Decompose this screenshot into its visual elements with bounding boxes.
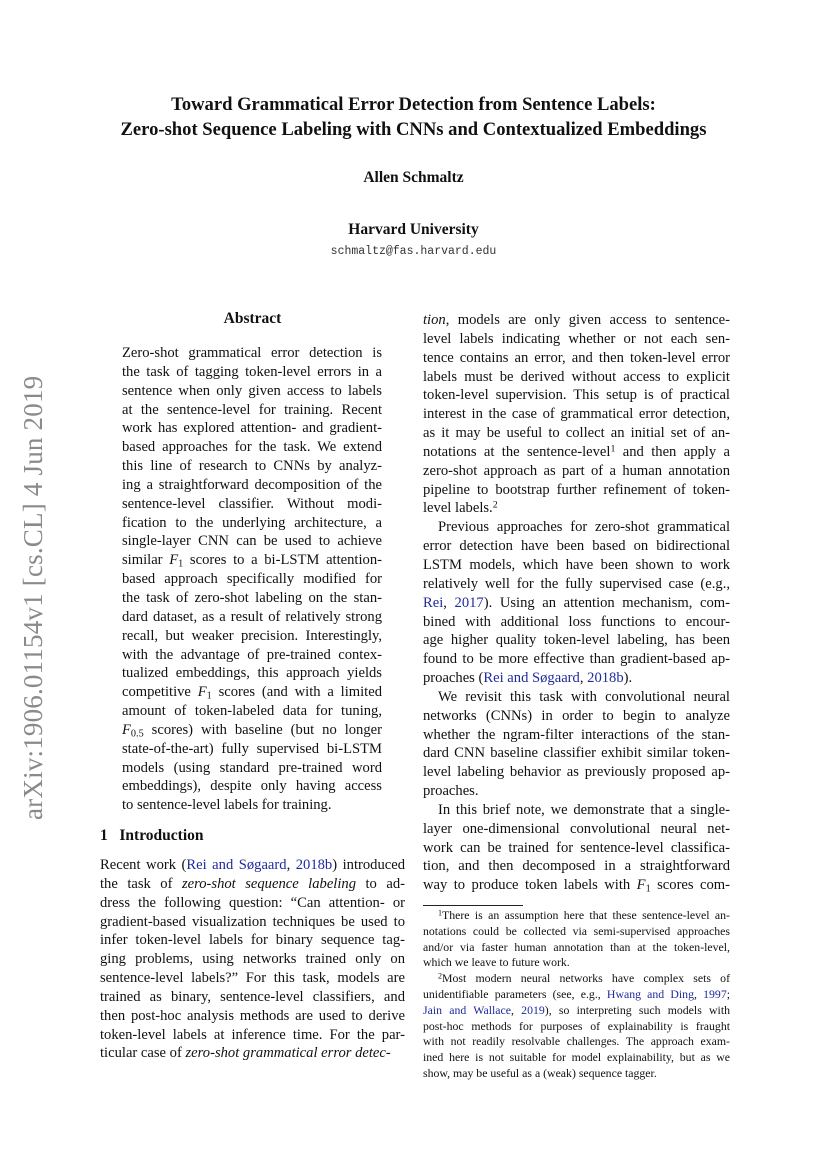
text-line bbox=[423, 368, 730, 387]
text-segment: pipeline to bootstrap further refinement of token- bbox=[423, 481, 730, 498]
text-segment: to sentence-level labels for training. bbox=[122, 797, 332, 814]
text-line bbox=[100, 913, 405, 932]
text-segment: ticular case of bbox=[100, 1045, 186, 1062]
text-line bbox=[423, 924, 730, 940]
text-segment: scores com- bbox=[650, 877, 730, 894]
footnote-rule bbox=[423, 905, 523, 906]
text-line bbox=[122, 683, 382, 702]
text-segment: ging problems, using networks trained only on bbox=[100, 951, 405, 968]
text-segment: notations could be collected via semi-supervised approaches bbox=[423, 923, 730, 938]
text-line bbox=[122, 419, 382, 438]
text-segment: sentence when only given access to labels bbox=[122, 382, 382, 399]
text-segment: scores to a bi-LSTM attention- bbox=[183, 552, 382, 569]
citation-link[interactable]: 2018b bbox=[295, 857, 333, 873]
emphasis-text: F bbox=[122, 721, 131, 738]
footnote-marker[interactable]: 1 bbox=[438, 908, 443, 918]
text-line bbox=[122, 532, 382, 551]
arxiv-stamp: arXiv:1906.01154v1 [cs.CL] 4 Jun 2019 bbox=[18, 375, 48, 820]
citation-link[interactable]: 2017 bbox=[454, 594, 484, 611]
text-segment: with not readily resolvable challenges. The approach exam- bbox=[423, 1034, 730, 1049]
text-segment: token-level supervision. This setup is of practical bbox=[423, 387, 730, 404]
text-segment: fication to the underlying architecture, a bbox=[122, 514, 382, 531]
text-segment: bined with additional loss functions to encour- bbox=[423, 613, 730, 630]
text-segment: relatively well for the fully supervised case (e.g., bbox=[423, 575, 730, 592]
text-segment: , bbox=[286, 857, 296, 873]
text-segment: whether the ngram-filter interactions of the stan- bbox=[423, 726, 730, 743]
text-line bbox=[100, 894, 405, 913]
emphasis-text: F bbox=[636, 877, 646, 894]
text-line bbox=[100, 1044, 405, 1063]
text-line bbox=[423, 499, 730, 518]
emphasis-text: zero-shot sequence labeling bbox=[181, 875, 357, 892]
text-segment: tion, and then decomposed in a straightforward bbox=[423, 858, 730, 875]
text-line bbox=[423, 857, 730, 876]
text-line bbox=[122, 551, 382, 570]
author-email: schmaltz@fas.harvard.edu bbox=[330, 245, 497, 258]
text-line bbox=[423, 987, 730, 1003]
text-segment: proaches. bbox=[423, 783, 479, 800]
text-line bbox=[100, 1026, 405, 1045]
subscript: 0.5 bbox=[130, 728, 144, 740]
paper-title-line-1: Toward Grammatical Error Detection from Sentence Labels: bbox=[171, 94, 656, 115]
text-line bbox=[423, 908, 730, 924]
text-segment: this line of research to CNNs by analyz- bbox=[122, 458, 382, 475]
citation-link[interactable]: Jain and Wallace bbox=[423, 1002, 511, 1017]
text-segment: sentence-level labels?” For this task, models are bbox=[100, 970, 405, 987]
text-line bbox=[423, 330, 730, 349]
footnote-marker[interactable]: 2 bbox=[492, 499, 498, 511]
text-segment: scores (and with a limited bbox=[211, 684, 382, 701]
text-line bbox=[100, 950, 405, 969]
section-title: Introduction bbox=[119, 827, 204, 844]
text-segment: based approaches for the task. We extend bbox=[122, 439, 382, 456]
text-line bbox=[423, 613, 730, 632]
text-segment: , bbox=[443, 594, 455, 611]
text-segment: , bbox=[510, 1002, 522, 1017]
text-segment: , bbox=[579, 670, 588, 687]
text-segment: error detection have been based on bidirectional bbox=[423, 538, 730, 555]
text-segment: ) introduced bbox=[332, 857, 405, 873]
text-segment: level labels. bbox=[423, 500, 493, 517]
introduction-body bbox=[100, 856, 405, 1063]
text-line bbox=[423, 1066, 730, 1082]
text-segment: with the advantage of pre-trained contex- bbox=[122, 646, 382, 663]
text-line bbox=[100, 856, 405, 875]
text-line bbox=[100, 875, 405, 894]
text-line bbox=[100, 931, 405, 950]
text-segment: layer one-dimensional convolutional neural net- bbox=[423, 820, 730, 837]
text-line bbox=[423, 955, 730, 971]
text-line bbox=[122, 664, 382, 683]
citation-link[interactable]: 2019 bbox=[521, 1002, 545, 1017]
text-segment: sentence-level classifier. Without modi- bbox=[122, 495, 382, 512]
text-line bbox=[423, 707, 730, 726]
text-segment: state-of-the-art) fully supervised bi-LSTM bbox=[122, 740, 382, 757]
text-segment: models (using standard pre-trained word bbox=[122, 759, 382, 776]
citation-link[interactable]: Rei bbox=[423, 594, 444, 611]
abstract-body bbox=[122, 344, 382, 815]
text-segment: infer token-level labels for binary sequence tag- bbox=[100, 932, 405, 949]
text-segment: labels must be derived without access to explicit bbox=[423, 368, 730, 385]
text-segment: dard dataset, as a result of relatively strong bbox=[122, 608, 382, 625]
text-line bbox=[423, 726, 730, 745]
text-segment: , bbox=[693, 986, 704, 1001]
text-segment: tence contains an error, and then token-level error bbox=[423, 349, 730, 366]
text-line bbox=[122, 401, 382, 420]
text-line bbox=[122, 476, 382, 495]
text-line bbox=[122, 589, 382, 608]
text-segment: amount of token-labeled data for tuning, bbox=[122, 703, 382, 720]
text-line bbox=[423, 594, 730, 613]
text-segment: the task of tagging token-level errors in a bbox=[122, 363, 382, 380]
text-segment: We revisit this task with convolutional neural bbox=[438, 688, 730, 705]
text-line bbox=[423, 537, 730, 556]
text-line bbox=[100, 969, 405, 988]
text-line bbox=[423, 349, 730, 368]
footnote-marker[interactable]: 2 bbox=[438, 971, 443, 981]
text-segment: level labeling behavior as previously proposed ap- bbox=[423, 764, 730, 781]
text-segment: , models are only given access to sentence- bbox=[445, 312, 730, 328]
text-line bbox=[122, 777, 382, 796]
text-line bbox=[423, 443, 730, 462]
text-line bbox=[423, 940, 730, 956]
text-segment: trained as binary, sentence-level classifiers, and bbox=[100, 988, 405, 1005]
citation-link[interactable]: Hwang and Ding bbox=[606, 986, 694, 1001]
text-segment: way to produce token labels with bbox=[423, 877, 637, 894]
text-line bbox=[122, 344, 382, 363]
text-segment: ing a straightforward decomposition of the bbox=[122, 476, 382, 493]
text-line bbox=[122, 721, 382, 740]
text-line bbox=[423, 556, 730, 575]
right-column-body bbox=[423, 311, 730, 895]
text-segment: proaches ( bbox=[423, 670, 484, 687]
affiliation: Harvard University bbox=[348, 221, 479, 238]
text-segment: token-level labels at inference time. For the par- bbox=[100, 1026, 405, 1043]
text-segment: which we leave to future work. bbox=[423, 955, 570, 970]
text-line bbox=[423, 876, 730, 895]
footnotes bbox=[423, 908, 730, 1082]
text-segment: Recent work ( bbox=[100, 857, 187, 873]
text-segment: ; bbox=[726, 986, 730, 1001]
citation-link[interactable]: Rei and Søgaard bbox=[186, 857, 287, 873]
text-line bbox=[423, 481, 730, 500]
text-segment: ), so interpreting such models with bbox=[544, 1002, 730, 1017]
text-line bbox=[122, 608, 382, 627]
text-segment: recall, but weaker precision. Interestingly, bbox=[122, 627, 382, 644]
text-segment: post-hoc methods for purposes of explainability is fraught bbox=[423, 1018, 730, 1033]
text-segment: at the sentence-level for training. Recent bbox=[122, 401, 382, 418]
text-line bbox=[100, 988, 405, 1007]
text-line bbox=[122, 740, 382, 759]
text-segment: as it may be useful to collect an initial set of an- bbox=[423, 425, 730, 442]
text-segment: zero-shot approach as part of a human annotation bbox=[423, 462, 730, 479]
text-line bbox=[423, 1050, 730, 1066]
text-segment: scores) with baseline (but no longer bbox=[143, 721, 382, 738]
text-line bbox=[423, 462, 730, 481]
text-segment: show, may be useful as a (weak) sequence tagger. bbox=[423, 1065, 657, 1080]
text-line bbox=[423, 1034, 730, 1050]
paper-title-line-2: Zero-shot Sequence Labeling with CNNs and Contextualized Embeddings bbox=[120, 119, 707, 140]
text-line bbox=[423, 311, 730, 330]
text-line bbox=[122, 457, 382, 476]
text-segment: gradient-based visualization techniques be used to bbox=[100, 913, 405, 930]
text-line bbox=[423, 1003, 730, 1019]
text-line bbox=[423, 839, 730, 858]
text-segment: similar bbox=[122, 552, 170, 569]
text-segment: notations at the sentence-level bbox=[423, 443, 611, 460]
subscript: 1 bbox=[645, 883, 651, 895]
author-name: Allen Schmaltz bbox=[363, 169, 464, 186]
text-segment: and/or via faster human annotation than at the token-level, bbox=[423, 939, 730, 954]
text-line bbox=[423, 405, 730, 424]
emphasis-text: tion bbox=[423, 312, 446, 328]
text-line bbox=[423, 424, 730, 443]
text-line bbox=[122, 702, 382, 721]
emphasis-text: F bbox=[169, 552, 179, 569]
text-line bbox=[122, 627, 382, 646]
text-segment: work has explored attention- and gradient- bbox=[122, 420, 382, 437]
abstract-heading: Abstract bbox=[223, 310, 282, 327]
text-segment: Previous approaches for zero-shot grammatical bbox=[438, 519, 730, 536]
citation-link[interactable]: Rei and Søgaard bbox=[483, 670, 580, 687]
text-line bbox=[423, 386, 730, 405]
citation-link[interactable]: 1997 bbox=[703, 986, 727, 1001]
text-segment: tualized embeddings, this approach yields bbox=[122, 665, 382, 682]
text-segment: the task of bbox=[100, 875, 182, 892]
text-line bbox=[122, 759, 382, 778]
subscript: 1 bbox=[178, 558, 184, 570]
text-line bbox=[423, 744, 730, 763]
text-segment: Zero-shot grammatical error detection is bbox=[122, 345, 382, 361]
text-segment: Most modern neural networks have complex sets of bbox=[442, 971, 730, 986]
text-line bbox=[122, 796, 382, 815]
text-line bbox=[423, 688, 730, 707]
text-segment: In this brief note, we demonstrate that a single- bbox=[438, 801, 730, 818]
text-line bbox=[423, 971, 730, 987]
text-segment: dard CNN baseline classifier exhibit similar token- bbox=[423, 745, 730, 762]
text-segment: level labels indicating whether or not each sen- bbox=[423, 330, 730, 347]
text-segment: interest in the case of grammatical error detection, bbox=[423, 406, 730, 423]
text-segment: age higher quality token-level labeling, has been bbox=[423, 632, 730, 649]
text-segment: found to be more effective than gradient-based ap- bbox=[423, 651, 730, 668]
text-line bbox=[423, 782, 730, 801]
text-line bbox=[122, 438, 382, 457]
section-heading-introduction bbox=[100, 827, 204, 845]
footnote-marker[interactable]: 1 bbox=[610, 443, 616, 455]
text-line bbox=[423, 650, 730, 669]
citation-link[interactable]: 2018b bbox=[587, 670, 624, 687]
text-line bbox=[122, 495, 382, 514]
text-line bbox=[423, 575, 730, 594]
text-segment: ined here is not suitable for model explainability, but as we bbox=[423, 1050, 730, 1065]
text-segment: the task of zero-shot labeling on the stan- bbox=[122, 589, 382, 606]
text-segment: ). bbox=[623, 670, 633, 687]
text-segment: competitive bbox=[122, 684, 198, 701]
text-segment: and then apply a bbox=[615, 443, 730, 460]
text-line bbox=[122, 382, 382, 401]
text-segment: single-layer CNN can be used to achieve bbox=[122, 533, 382, 550]
text-line bbox=[423, 801, 730, 820]
text-segment: unidentifiable parameters (see, e.g., bbox=[423, 986, 607, 1001]
text-segment: work can be trained for sentence-level classifica- bbox=[423, 839, 730, 856]
text-line bbox=[423, 820, 730, 839]
subscript: 1 bbox=[206, 690, 212, 702]
emphasis-text: zero-shot grammatical error detec- bbox=[185, 1045, 391, 1062]
text-line bbox=[122, 570, 382, 589]
text-segment: ). Using an attention mechanism, com- bbox=[483, 594, 730, 611]
text-segment: networks (CNNs) in order to begin to analyze bbox=[423, 707, 730, 724]
text-segment: based approach specifically modified for bbox=[122, 571, 382, 588]
text-line bbox=[423, 763, 730, 782]
text-line bbox=[122, 514, 382, 533]
text-segment: LSTM models, which have been shown to work bbox=[423, 556, 730, 573]
section-number: 1 bbox=[100, 827, 108, 844]
text-segment: There is an assumption here that these sentence-level an- bbox=[442, 908, 730, 922]
emphasis-text: F bbox=[197, 684, 207, 701]
text-line bbox=[423, 1019, 730, 1035]
text-segment: embeddings), despite only having access bbox=[122, 778, 382, 795]
text-line bbox=[423, 518, 730, 537]
text-segment: to ad- bbox=[356, 875, 405, 892]
text-line bbox=[423, 631, 730, 650]
text-line bbox=[122, 646, 382, 665]
text-segment: then post-hoc analysis methods are used to derive bbox=[100, 1007, 405, 1024]
text-segment: dress the following question: “Can attention- or bbox=[100, 894, 405, 911]
text-line bbox=[100, 1007, 405, 1026]
text-line bbox=[423, 669, 730, 688]
text-line bbox=[122, 363, 382, 382]
